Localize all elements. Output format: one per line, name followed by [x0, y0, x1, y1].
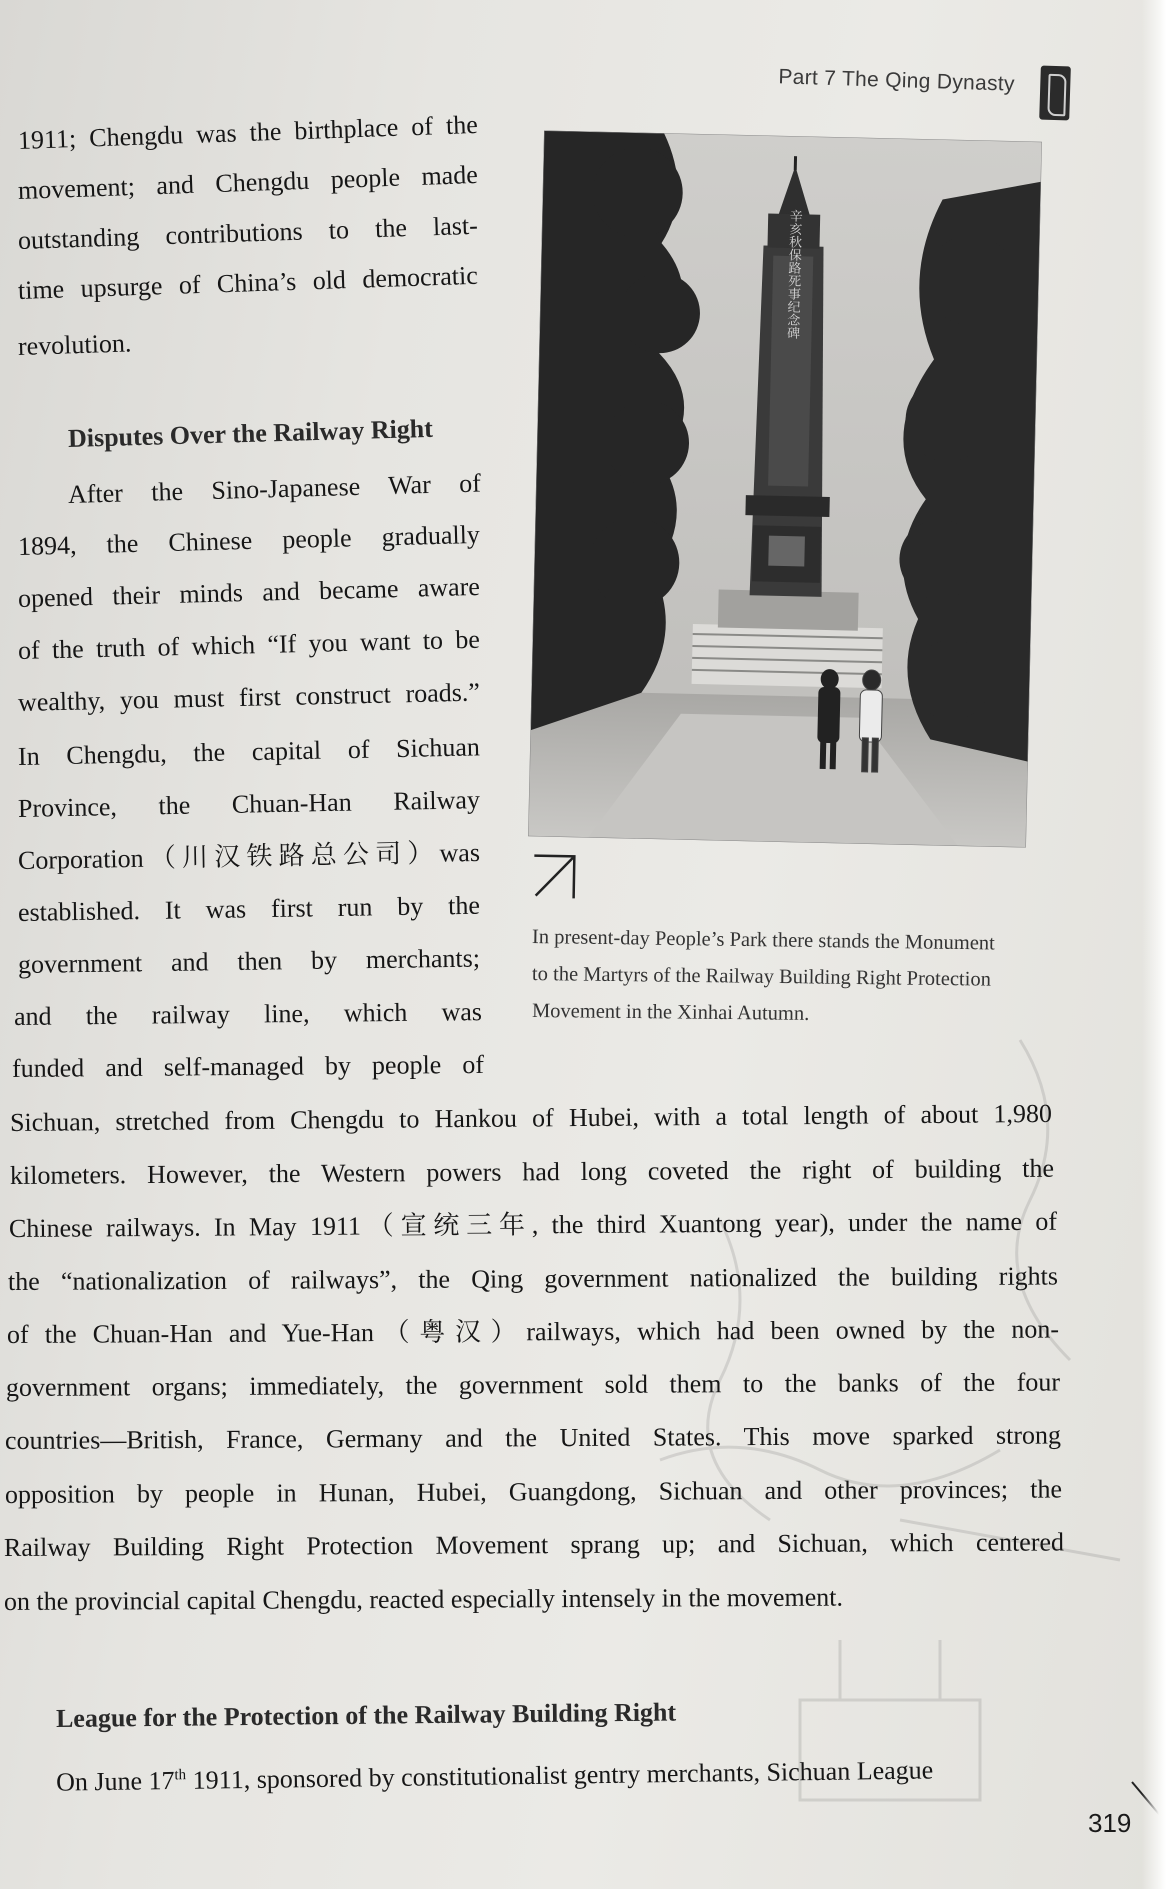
body-line: On June 17th 1911, sponsored by constitutionalist gentry merchants, Sichuan League	[55, 1755, 934, 1797]
body-line: movement; and Chengdu people made	[17, 159, 479, 205]
body-line: revolution.	[17, 328, 132, 361]
body-line: established. It was first run by the	[17, 890, 481, 927]
body-line: the “nationalization of railways”, the Qing government nationalized the building rights	[7, 1261, 1059, 1296]
body-line: Sichuan, stretched from Chengdu to Hankou of Hubei, with a total length of about 1,980	[9, 1098, 1053, 1137]
monument-inscription: 辛亥秋保路死事纪念碑	[783, 208, 802, 340]
section-heading: League for the Protection of the Railway Building Right	[55, 1697, 677, 1733]
seal-icon	[1039, 66, 1071, 121]
body-line: time upsurge of China’s old democratic	[17, 260, 479, 305]
body-line: of the truth of which “If you want to be	[17, 624, 481, 665]
body-line: 1894, the Chinese people gradually	[17, 519, 481, 561]
running-title: Part 7 The Qing Dynasty	[778, 65, 1016, 96]
photo-caption-line: In present-day People’s Park there stands the Monument	[531, 926, 995, 955]
body-line: kilometers. However, the Western powers had long coveted the right of building the	[9, 1153, 1055, 1190]
body-line: 1911; Chengdu was the birthplace of the	[17, 109, 479, 155]
photo-caption-line: to the Martyrs of the Railway Building Right Protection	[531, 963, 992, 991]
body-line: wealthy, you must first construct roads.”	[17, 677, 481, 717]
body-line: Chinese railways. In May 1911（宣统三年, the third Xuantong year), under the name of	[8, 1206, 1058, 1243]
body-line: government and then by merchants;	[17, 943, 481, 979]
body-line: outstanding contributions to the last-	[17, 210, 479, 255]
body-line: countries—British, France, Germany and the United States. This move sparked strong	[4, 1420, 1062, 1455]
body-line: on the provincial capital Chengdu, reacted especially intensely in the movement.	[3, 1582, 844, 1616]
body-line: Corporation（川汉铁路总公司）was	[17, 837, 481, 875]
body-line: government organs; immediately, the government sold them to the banks of the four	[5, 1367, 1061, 1402]
body-line: and the railway line, which was	[13, 997, 483, 1031]
body-line: In Chengdu, the capital of Sichuan	[17, 732, 481, 771]
caption-arrow-icon	[530, 848, 579, 905]
body-line: opposition by people in Hunan, Hubei, Guangdong, Sichuan and other provinces; the	[4, 1474, 1063, 1509]
body-line: funded and self-managed by people of	[11, 1049, 485, 1083]
body-line: After the Sino-Japanese War of	[67, 468, 482, 509]
monument-photo	[528, 130, 1042, 847]
body-line: of the Chuan-Han and Yue-Han（粤汉）railways, which had been owned by the non-	[6, 1314, 1060, 1349]
running-header	[777, 57, 1079, 126]
body-line: opened their minds and became aware	[17, 571, 481, 613]
page-number: 319	[1088, 1808, 1132, 1838]
section-heading: Disputes Over the Railway Right	[67, 413, 434, 453]
monument-photo-image	[528, 130, 1042, 847]
page-edge	[1142, 0, 1166, 1889]
photo-caption-line: Movement in the Xinhai Autumn.	[531, 1000, 810, 1025]
body-line: Province, the Chuan-Han Railway	[17, 785, 481, 823]
body-line: Railway Building Right Protection Movement sprang up; and Sichuan, which centered	[3, 1527, 1065, 1562]
